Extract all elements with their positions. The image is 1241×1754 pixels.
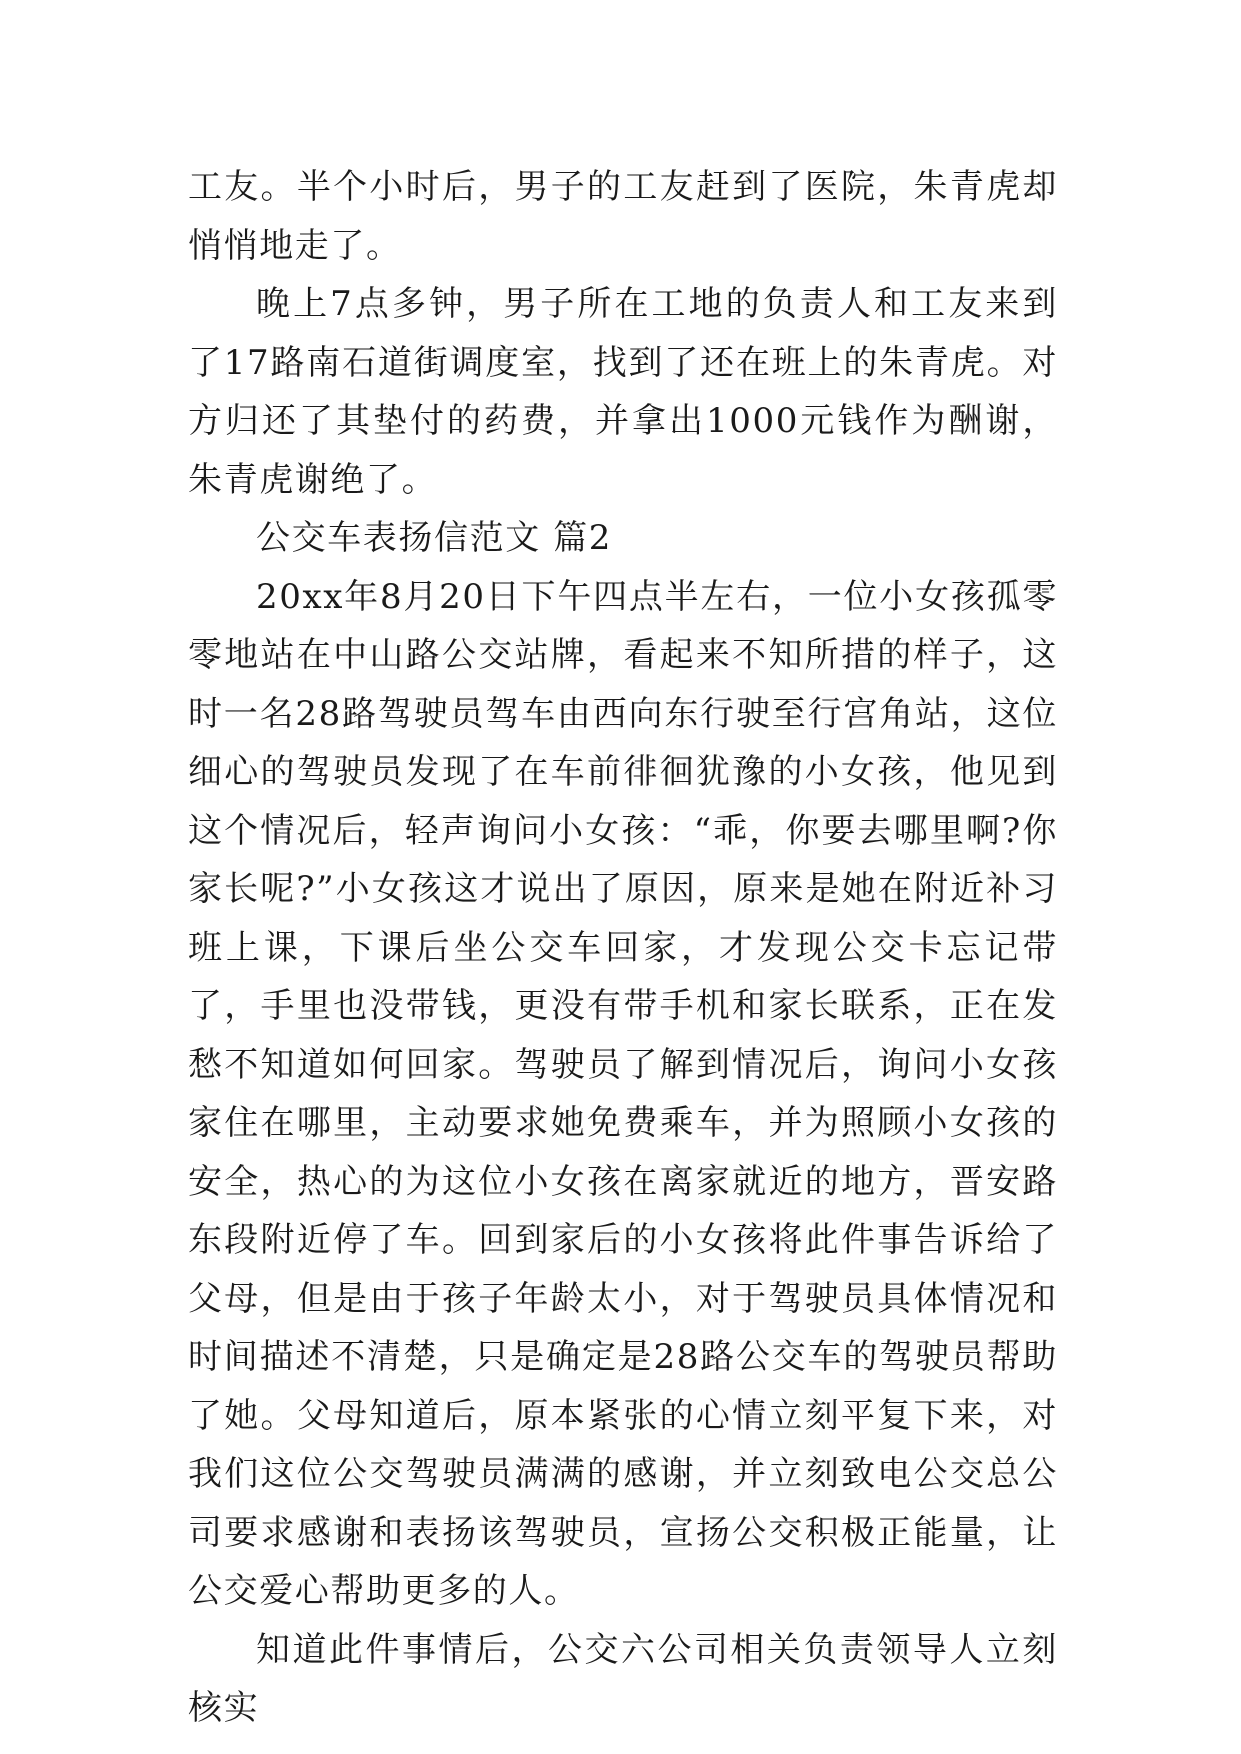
paragraph-evening: 晚上7点多钟，男子所在工地的负责人和工友来到了17路南石道街调度室，找到了还在班上的朱青虎。对方归还了其垫付的药费，并拿出1000元钱作为酬谢，朱青虎谢绝了。 [188,284,1058,500]
paragraph-story: 20xx年8月20日下午四点半左右，一位小女孩孤零零地站在中山路公交站牌，看起来不知所措的样子，这时一名28路驾驶员驾车由西向东行驶至行宫角站，这位细心的驾驶员发现了在车前徘徊犹豫的小女孩，他见到这个情况后，轻声询问小女孩：“乖，你要去哪里啊?你家长呢?”小女孩这才说出了原因，原来是她在附近补习班上课，下课后坐公交车回家，才发现公交卡忘记带了，手里也没带钱，更没有带手机和家长联系，正在发愁不知道如何回家。驾驶员了解到情况后，询问小女孩家住在哪里，主动要求她免费乘车，并为照顾小女孩的安全，热心的为这位小女孩在离家就近的地方，晋安路东段附近停了车。回到家后的小女孩将此件事告诉给了父母，但是由于孩子年龄太小，对于驾驶员具体情况和时间描述不清楚，只是确定是28路公交车的驾驶员帮助了她。父母知道后，原本紧张的心情立刻平复下来，对我们这位公交驾驶员满满的感谢，并立刻致电公交总公司要求感谢和表扬该驾驶员，宣扬公交积极正能量，让公交爱心帮助更多的人。 [188,576,1058,1611]
paragraph-continued: 工友。半个小时后，男子的工友赶到了医院，朱青虎却悄悄地走了。 [188,167,1058,266]
section-heading: 公交车表扬信范文 篇2 [256,518,613,558]
paragraph-followup: 知道此件事情后，公交六公司相关负责领导人立刻核实 [188,1629,1058,1728]
document-body [188,158,1058,1738]
